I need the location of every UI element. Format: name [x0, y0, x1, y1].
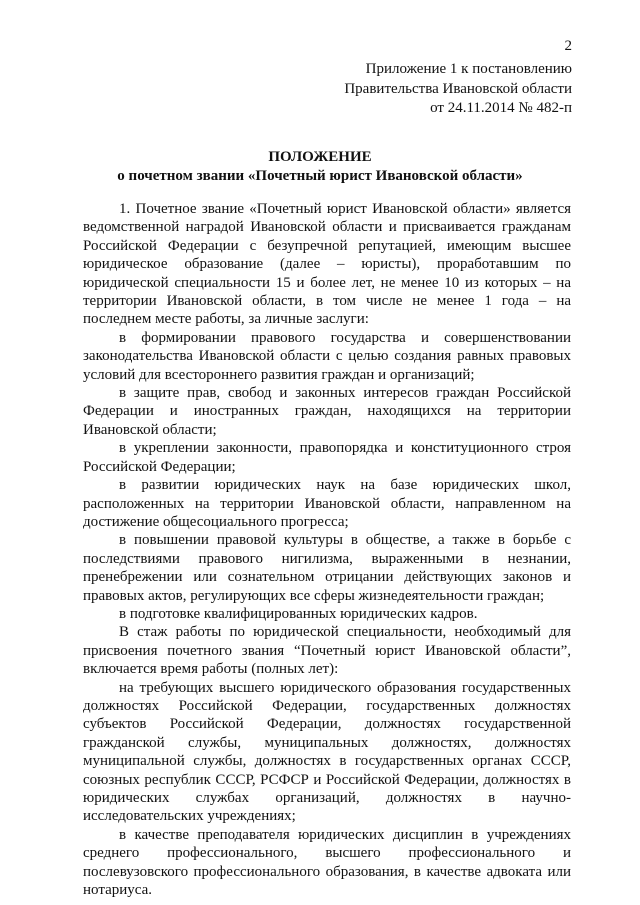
paragraph-3: в защите прав, свобод и законных интересов граждан Российской Федерации и иностранных граждан, находящихся на территории Ивановской области; — [83, 385, 571, 438]
paragraph-6: в повышении правовой культуры в обществе, а также в борьбе с последствиями правового нигилизма, выраженными в незнании, пренебрежении или сознательном отрицании действующих законов и правовых актов, регулирующих все сферы жизнедеятельности граждан; — [83, 532, 571, 604]
appendix-line-1: Приложение 1 к постановлению — [365, 61, 572, 77]
paragraph-9: на требующих высшего юридического образования государственных должностях Российской Федерации, государственных должностях субъектов Российской Федерации, должностях государственной гражданской службы, муниципальных должностях, должностях муниципальной службы, должностях в государственных органах СССР, союзных республик СССР, РСФСР и Российской Федерации, должностях в юридических службах организаций, должностях в научно-исследовательских учреждениях; — [83, 679, 571, 825]
paragraph-2: в формировании правового государства и совершенствовании законодательства Ивановской области с целью создания равных правовых условий для всестороннего развития граждан и организаций; — [83, 329, 571, 383]
page-number: 2 — [564, 38, 572, 54]
paragraph-5: в развитии юридических наук на базе юридических школ, расположенных на территории Ивановской области, направленном на достижение общесоциального прогресса; — [83, 477, 571, 530]
appendix-note — [344, 60, 572, 119]
appendix-line-3: от 24.11.2014 № 482-п — [430, 100, 572, 116]
document-body — [83, 200, 571, 899]
appendix-line-2: Правительства Ивановской области — [344, 80, 572, 97]
paragraph-10: в качестве преподавателя юридических дисциплин в учреждениях среднего профессионального, высшего профессионального и послевузовского профессионального образования, в качестве адвоката или нотариуса. — [83, 826, 571, 899]
document-title — [0, 148, 640, 186]
paragraph-8: В стаж работы по юридической специальности, необходимый для присвоения почетного звания “Почетный юрист Ивановской области”, включается время работы (полных лет): — [83, 624, 571, 678]
paragraph-4: в укреплении законности, правопорядка и конституционного строя Российской Федерации; — [83, 440, 571, 475]
paragraph-7: в подготовке квалифицированных юридических кадров. — [119, 605, 478, 622]
paragraph-1: 1. Почетное звание «Почетный юрист Ивановской области» является ведомственной наградой Ивановской области и присваивается гражданам Российской Федерации с безупречной репутацией, имеющим высшее юридическое образование (далее – юристы), проработавшим по юридической специальности 15 и более лет, не менее 10 из которых – на территории Ивановской области, в том числе не менее 1 года – на последнем месте работы, за личные заслуги: — [83, 201, 571, 328]
title-heading: ПОЛОЖЕНИЕ — [268, 149, 372, 165]
title-subheading: о почетном звании «Почетный юрист Ивановской области» — [117, 168, 523, 184]
